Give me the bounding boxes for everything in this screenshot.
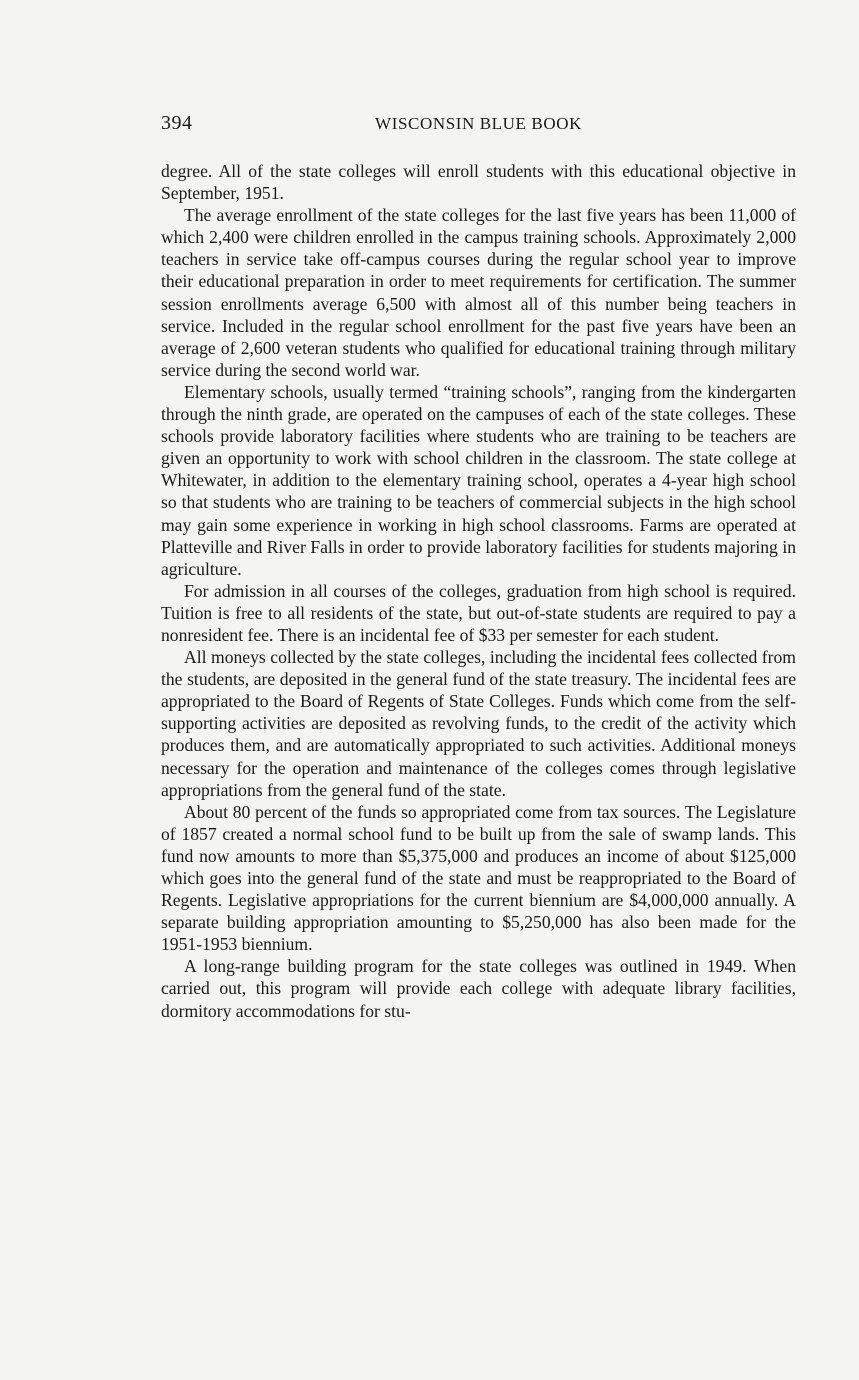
running-title: WISCONSIN BLUE BOOK xyxy=(375,114,582,133)
paragraph-moneys: All moneys collected by the state colleges, including the incidental fees collected from the students, are deposited in the general fund of the state treasury. The incidental fees are appropriated to the Board of Regents of State Colleges. Funds which come from the self-supporting activities are deposited as revolving funds, to the credit of the activity which produces them, and are automatically appropriated to such activities. Additional moneys necessary for the operation and maintenance of the colleges comes through legislative appropriations from the general fund of the state. xyxy=(161,647,796,800)
paragraph-continued: degree. All of the state colleges will enroll students with this educational objective in September, 1951. xyxy=(161,161,796,204)
body-text xyxy=(161,160,796,1022)
paragraph-building-program: A long-range building program for the state colleges was outlined in 1949. When carried out, this program will provide each college with adequate library facilities, dormitory accommodations for stu- xyxy=(161,956,796,1021)
paragraph-training-schools: Elementary schools, usually termed “training schools”, ranging from the kindergarten through the ninth grade, are operated on the campuses of each of the state colleges. These schools provide laboratory facilities where students who are training to be teachers are given an opportunity to work with school children in the classroom. The state college at Whitewater, in addition to the elementary training school, operates a 4-year high school so that students who are training to be teachers of commercial subjects in the high school may gain some experience in working in high school classrooms. Farms are operated at Platteville and River Falls in order to provide laboratory facilities for students majoring in agriculture. xyxy=(161,381,796,579)
paragraph-funds: About 80 percent of the funds so appropriated come from tax sources. The Legislature of 1857 created a normal school fund to be built up from the sale of swamp lands. This fund now amounts to more than $5,375,000 and produces an income of about $125,000 which goes into the general fund of the state and must be reappropriated to the Board of Regents. Legislative appropriations for the current biennium are $4,000,000 annually. A separate building appropriation amounting to $5,250,000 has also been made for the 1951-1953 biennium. xyxy=(161,801,796,955)
page-number: 394 xyxy=(161,112,193,134)
paragraph-admission: For admission in all courses of the colleges, graduation from high school is required. Tuition is free to all residents of the state, but out-of-state students are required to pay a nonresident fee. There is an incidental fee of $33 per semester for each student. xyxy=(161,580,796,645)
page-header xyxy=(161,112,796,138)
paragraph-enrollment: The average enrollment of the state colleges for the last five years has been 11,000 of which 2,400 were children enrolled in the campus training schools. Approximately 2,000 teachers in service take off-campus courses during the regular school year to improve their educational preparation in order to meet requirements for certification. The summer session enrollments average 6,500 with almost all of this number being teachers in service. Included in the regular school enrollment for the past five years have been an average of 2,600 veteran students who qualified for educational training through military service during the second world war. xyxy=(161,205,796,380)
